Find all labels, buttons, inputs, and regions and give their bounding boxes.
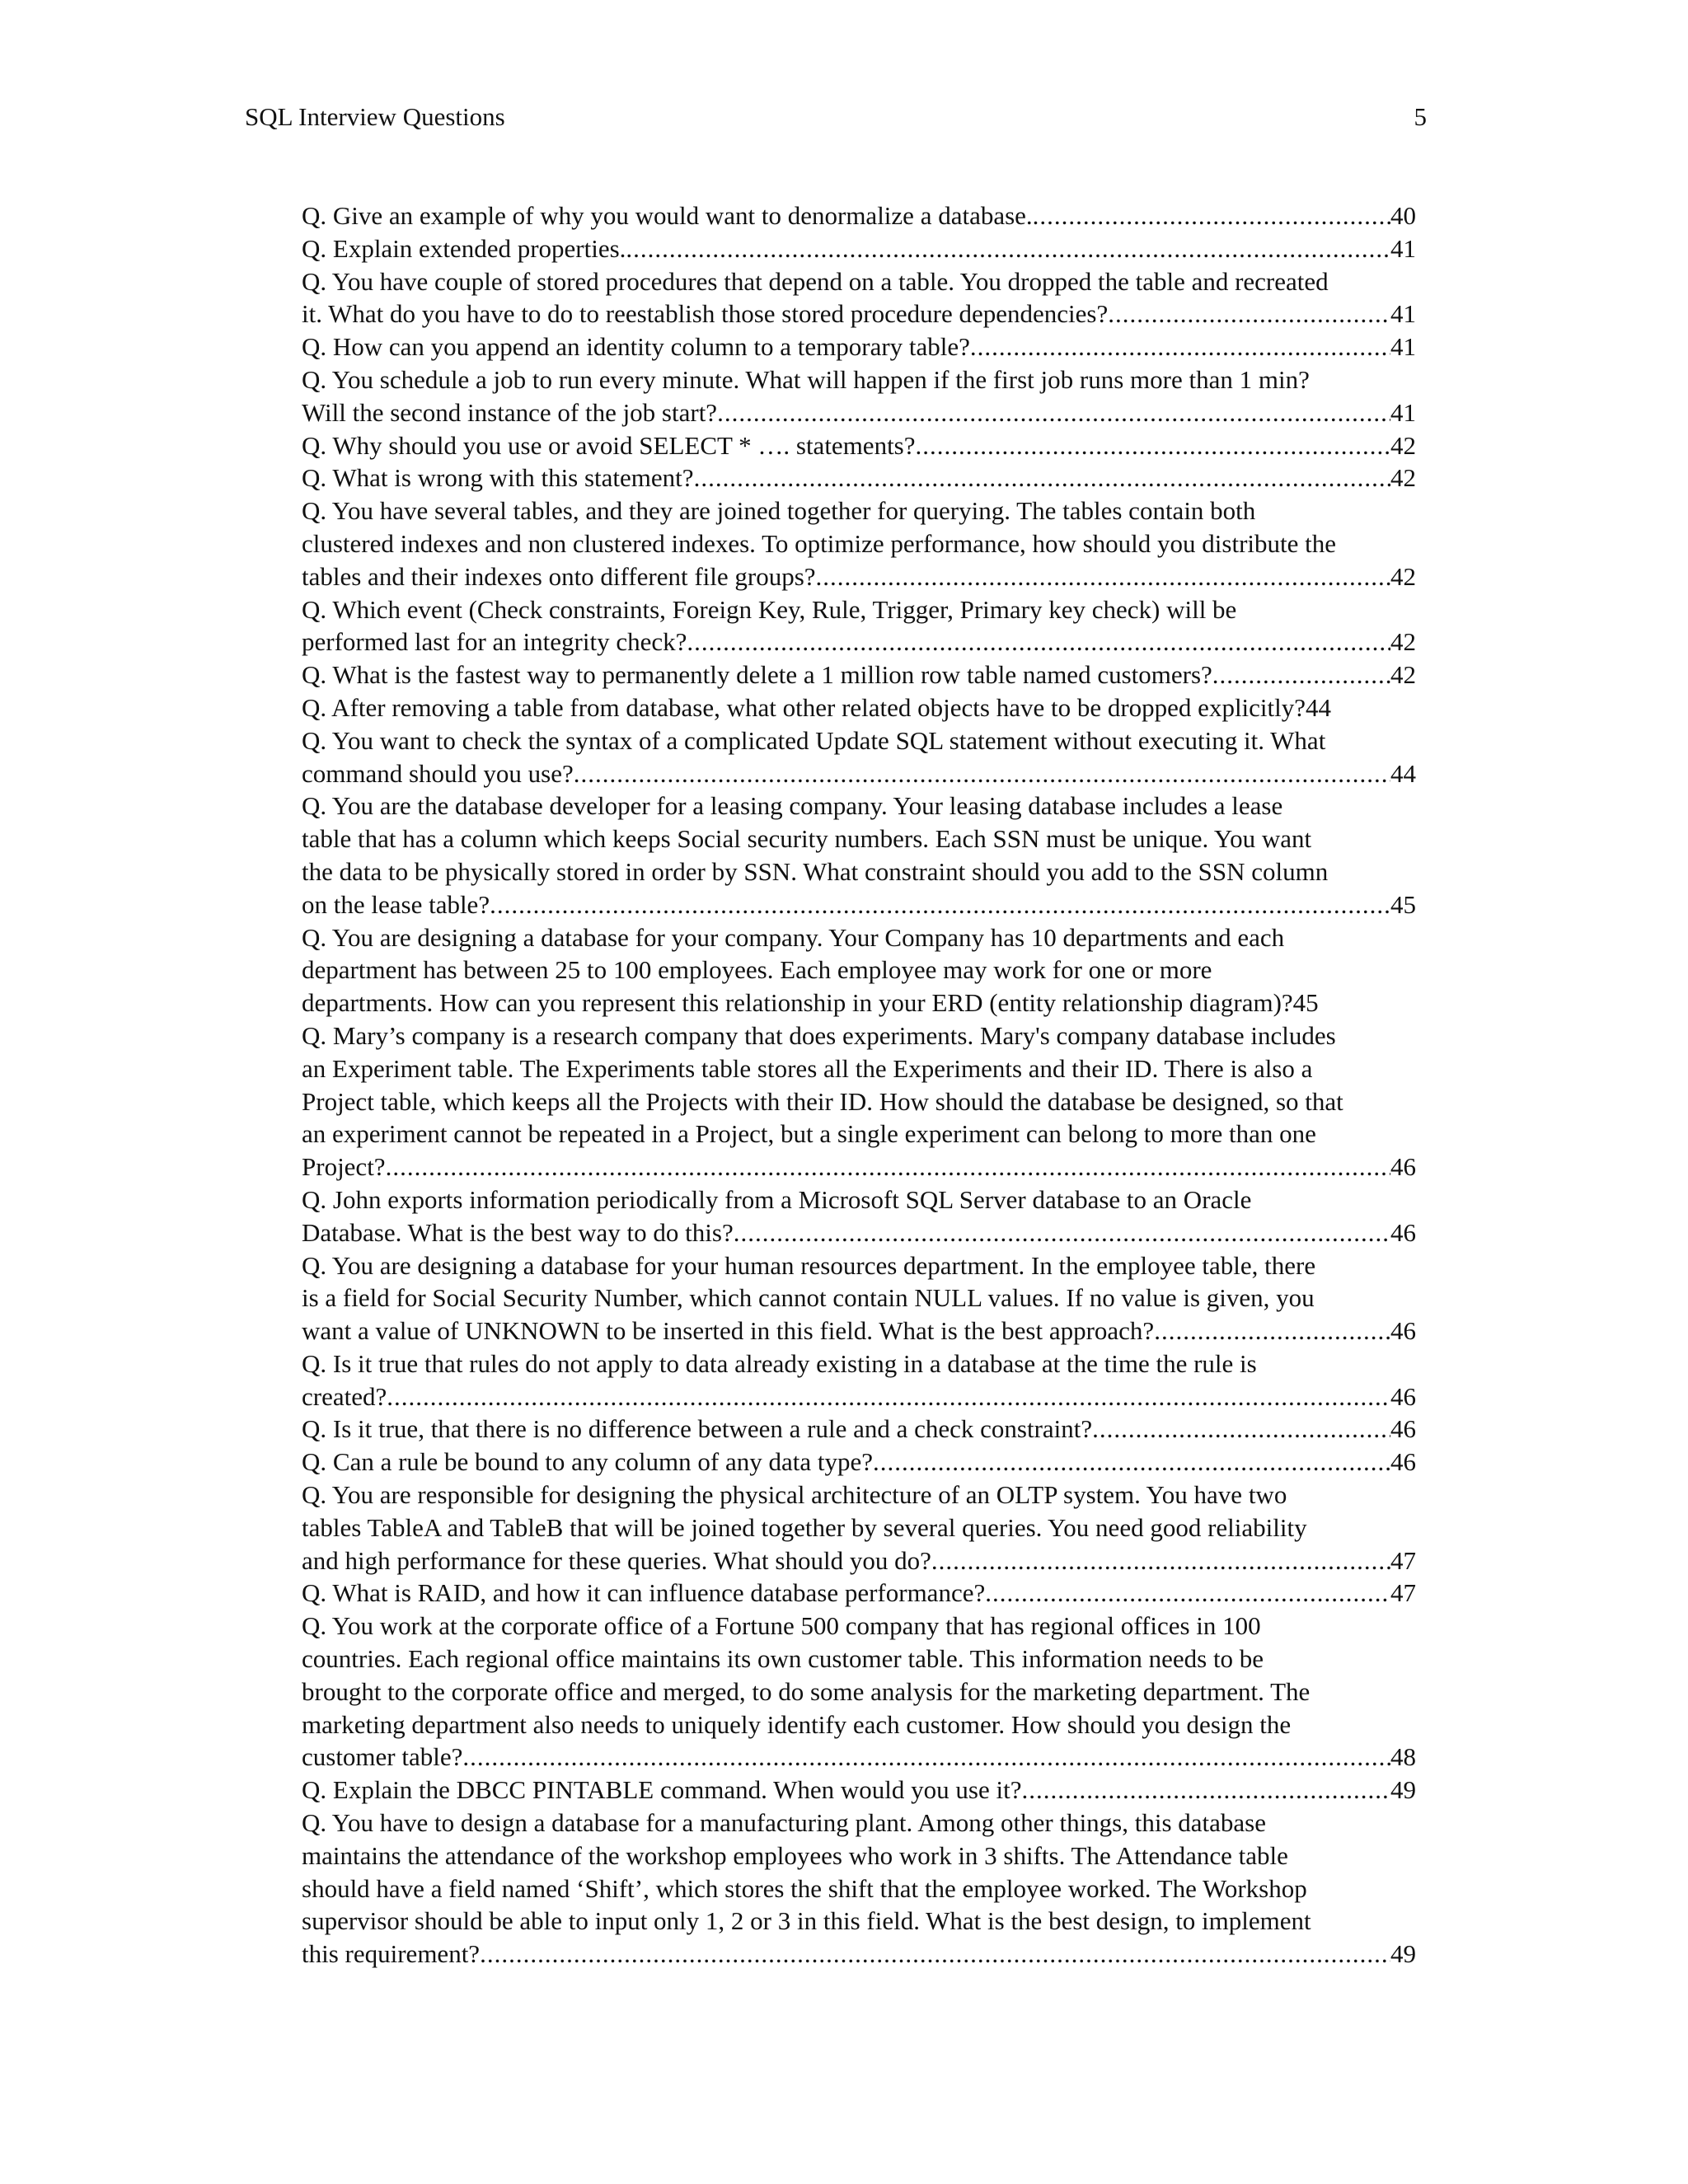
- dot-leader: [1021, 1774, 1390, 1807]
- dot-leader: [574, 757, 1390, 790]
- dot-leader: [490, 888, 1390, 921]
- toc-entry[interactable]: [302, 1019, 1416, 1183]
- toc-entry-line: [302, 823, 1416, 855]
- toc-entry[interactable]: [302, 658, 1416, 691]
- toc-entry-text: Q. You have several tables, and they are joined together for querying. The tables contain both: [302, 496, 1256, 526]
- toc-page-number: 49: [1390, 1775, 1416, 1805]
- toc-entry-text: countries. Each regional office maintains its own customer table. This information needs to be: [302, 1644, 1264, 1674]
- toc-entry-line: [302, 987, 1416, 1019]
- toc-entry[interactable]: [302, 691, 1416, 724]
- toc-entry-text: Q. Is it true, that there is no difference between a rule and a check constraint?: [302, 1414, 1093, 1444]
- toc-entry[interactable]: [302, 1413, 1416, 1446]
- toc-page-number: 46: [1390, 1381, 1416, 1411]
- toc-entry-line: [302, 1249, 1416, 1282]
- toc-entry-text: command should you use?: [302, 758, 574, 788]
- header-title: SQL Interview Questions: [245, 102, 505, 131]
- toc-entry-text: Q. Which event (Check constraints, Foreign Key, Rule, Trigger, Primary key check) will be: [302, 594, 1237, 624]
- dot-leader: [386, 1151, 1390, 1183]
- toc-entry-line: [302, 232, 1416, 265]
- toc-entry-text: Q. How can you append an identity column to a temporary table?: [302, 332, 970, 362]
- toc-entry-text: Q. Mary’s company is a research company that does experiments. Mary's company database includes: [302, 1020, 1336, 1050]
- toc-entry-line: [302, 527, 1416, 560]
- dot-leader: [916, 429, 1391, 462]
- toc-entry-line: [302, 1380, 1416, 1413]
- toc-entry[interactable]: [302, 1577, 1416, 1610]
- toc-entry-text: tables and their indexes onto different file groups?: [302, 561, 816, 591]
- toc-entry-line: [302, 1019, 1416, 1052]
- toc-entry-line: [302, 462, 1416, 494]
- toc-page-number: 42: [1390, 463, 1416, 493]
- toc-entry[interactable]: [302, 232, 1416, 265]
- toc-entry-line: [302, 363, 1416, 396]
- toc-entry-text: Q. You have to design a database for a manufacturing plant. Among other things, this database: [302, 1808, 1266, 1838]
- toc-entry-text: Q. Explain extended properties.: [302, 233, 626, 263]
- toc-entry-line: [302, 1675, 1416, 1708]
- toc-entry-text: and high performance for these queries. What should you do?: [302, 1545, 931, 1575]
- table-of-contents: [302, 199, 1416, 1971]
- toc-page-number: 41: [1390, 332, 1416, 362]
- toc-page-number: 46: [1390, 1217, 1416, 1247]
- toc-entry-line: [302, 790, 1416, 823]
- toc-entry-line: [302, 199, 1416, 232]
- toc-entry-text: Project table, which keeps all the Projects with their ID. How should the database be designed, so that: [302, 1086, 1343, 1116]
- toc-entry-text: Will the second instance of the job start?: [302, 397, 718, 427]
- running-header: [245, 97, 1427, 137]
- toc-entry[interactable]: [302, 790, 1416, 921]
- toc-entry-text: Q. You work at the corporate office of a Fortune 500 company that has regional offices in 100: [302, 1611, 1261, 1641]
- toc-entry-line: [302, 1216, 1416, 1249]
- toc-entry[interactable]: [302, 265, 1416, 331]
- toc-entry-line: [302, 1708, 1416, 1741]
- toc-entry-line: [302, 265, 1416, 298]
- toc-entry[interactable]: [302, 724, 1416, 790]
- toc-entry[interactable]: [302, 921, 1416, 1019]
- toc-entry-line: [302, 626, 1416, 658]
- toc-entry-text: Q. You are responsible for designing the physical architecture of an OLTP system. You have two: [302, 1480, 1287, 1510]
- dot-leader: [694, 462, 1390, 494]
- toc-entry-line: [302, 1610, 1416, 1643]
- toc-page-number: 41: [1390, 397, 1416, 427]
- toc-entry-text: supervisor should be able to input only 1, 2 or 3 in this field. What is the best design, to implement: [302, 1906, 1311, 1936]
- toc-entry-text: Q. Can a rule be bound to any column of any data type?: [302, 1447, 873, 1477]
- toc-entry-line: [302, 1052, 1416, 1085]
- toc-entry-line: [302, 954, 1416, 987]
- toc-entry[interactable]: [302, 1249, 1416, 1347]
- toc-entry-line: [302, 691, 1416, 724]
- dot-leader: [816, 560, 1390, 593]
- toc-entry-line: [302, 494, 1416, 527]
- dot-leader: [734, 1216, 1390, 1249]
- toc-page-number: 45: [1390, 889, 1416, 919]
- toc-entry-line: [302, 658, 1416, 691]
- toc-entry-text: Q. You schedule a job to run every minute. What will happen if the first job runs more than 1 min?: [302, 364, 1310, 394]
- toc-page-number: 40: [1390, 201, 1416, 230]
- toc-entry[interactable]: [302, 429, 1416, 462]
- toc-entry-text: Q. What is RAID, and how it can influence database performance?: [302, 1578, 986, 1608]
- dot-leader: [985, 1577, 1390, 1610]
- toc-entry-text: want a value of UNKNOWN to be inserted in this field. What is the best approach?: [302, 1316, 1155, 1346]
- toc-entry-line: [302, 1413, 1416, 1446]
- toc-entry-line: [302, 1479, 1416, 1511]
- toc-entry-line: [302, 1183, 1416, 1216]
- toc-entry-text: Q. Give an example of why you would want to denormalize a database.: [302, 201, 1033, 230]
- toc-entry-text: an Experiment table. The Experiments table stores all the Experiments and their ID. There is also a: [302, 1053, 1313, 1083]
- dot-leader: [1033, 199, 1390, 232]
- dot-leader: [626, 232, 1390, 265]
- dot-leader: [931, 1544, 1390, 1577]
- toc-entry-line: [302, 1446, 1416, 1479]
- toc-entry-text: Q. You want to check the syntax of a complicated Update SQL statement without executing it. What: [302, 725, 1326, 755]
- dot-leader: [873, 1446, 1390, 1479]
- toc-entry-text: is a field for Social Security Number, which cannot contain NULL values. If no value is given, you: [302, 1283, 1315, 1313]
- toc-page-number: 48: [1390, 1742, 1416, 1772]
- toc-entry-text: maintains the attendance of the workshop employees who work in 3 shifts. The Attendance table: [302, 1840, 1288, 1870]
- dot-leader: [1108, 298, 1390, 330]
- toc-entry-line: [302, 1118, 1416, 1151]
- dot-leader: [970, 330, 1390, 363]
- toc-entry-line: [302, 1511, 1416, 1544]
- toc-entry-text: customer table?: [302, 1742, 463, 1772]
- toc-page-number: 47: [1390, 1545, 1416, 1575]
- toc-entry-text: department has between 25 to 100 employees. Each employee may work for one or more: [302, 955, 1212, 985]
- toc-entry-line: [302, 1315, 1416, 1347]
- toc-entry-line: [302, 396, 1416, 429]
- toc-entry-text: departments. How can you represent this relationship in your ERD (entity relationship diagram)?: [302, 988, 1293, 1018]
- toc-page-number: 41: [1390, 299, 1416, 329]
- toc-entry-line: [302, 429, 1416, 462]
- toc-entry-text: this requirement?: [302, 1939, 481, 1969]
- toc-page-number: 49: [1390, 1939, 1416, 1969]
- toc-entry-line: [302, 855, 1416, 888]
- toc-entry-text: table that has a column which keeps Social security numbers. Each SSN must be unique. You want: [302, 824, 1312, 854]
- toc-entry-text: Q. What is the fastest way to permanently delete a 1 million row table named customers?: [302, 660, 1212, 690]
- toc-entry-text: Q. John exports information periodically from a Microsoft SQL Server database to an Oracle: [302, 1184, 1252, 1214]
- toc-entry[interactable]: [302, 1610, 1416, 1774]
- toc-entry-text: Q. You are the database developer for a leasing company. Your leasing database includes a lease: [302, 791, 1283, 821]
- toc-entry-text: Q. You are designing a database for your company. Your Company has 10 departments and each: [302, 922, 1285, 952]
- toc-page-number: 46: [1390, 1316, 1416, 1346]
- toc-entry[interactable]: [302, 1479, 1416, 1577]
- toc-entry-text: an experiment cannot be repeated in a Project, but a single experiment can belong to more than one: [302, 1119, 1316, 1149]
- toc-entry-line: [302, 1347, 1416, 1380]
- dot-leader: [387, 1380, 1390, 1413]
- toc-entry-line: [302, 1577, 1416, 1610]
- toc-page-number: 41: [1390, 233, 1416, 263]
- dot-leader: [1154, 1315, 1390, 1347]
- toc-entry[interactable]: [302, 1807, 1416, 1971]
- toc-entry-line: [302, 1643, 1416, 1675]
- toc-entry-text: on the lease table?: [302, 889, 490, 919]
- toc-page-number: 45: [1292, 988, 1319, 1018]
- toc-entry[interactable]: [302, 462, 1416, 494]
- toc-entry[interactable]: [302, 199, 1416, 232]
- toc-page-number: 44: [1390, 758, 1416, 788]
- header-page-number: 5: [1414, 102, 1427, 131]
- toc-entry[interactable]: [302, 494, 1416, 593]
- toc-entry-line: [302, 1938, 1416, 1971]
- dot-leader: [462, 1741, 1390, 1774]
- toc-entry-text: Project?: [302, 1152, 386, 1182]
- toc-entry[interactable]: [302, 1347, 1416, 1413]
- toc-entry-text: created?: [302, 1381, 387, 1411]
- toc-entry[interactable]: [302, 1774, 1416, 1807]
- toc-entry-line: [302, 757, 1416, 790]
- toc-entry[interactable]: [302, 363, 1416, 429]
- dot-leader: [480, 1938, 1390, 1971]
- toc-entry-line: [302, 1872, 1416, 1905]
- toc-page-number: 47: [1390, 1578, 1416, 1608]
- toc-page-number: 42: [1390, 627, 1416, 657]
- toc-entry-text: Q. Is it true that rules do not apply to data already existing in a database at the time the rule is: [302, 1348, 1257, 1378]
- toc-entry-text: marketing department also needs to uniquely identify each customer. How should you design the: [302, 1709, 1292, 1739]
- toc-page-number: 46: [1390, 1152, 1416, 1182]
- dot-leader: [687, 626, 1390, 658]
- dot-leader: [1212, 658, 1390, 691]
- toc-entry-text: Q. After removing a table from database, what other related objects have to be dropped explicitly?: [302, 692, 1306, 722]
- toc-entry-line: [302, 593, 1416, 626]
- dot-leader: [1092, 1413, 1390, 1446]
- toc-page-number: 46: [1390, 1414, 1416, 1444]
- toc-entry-text: the data to be physically stored in order by SSN. What constraint should you add to the SSN column: [302, 856, 1329, 886]
- toc-entry-line: [302, 1741, 1416, 1774]
- toc-page-number: 42: [1390, 660, 1416, 690]
- toc-page-number: 42: [1390, 561, 1416, 591]
- toc-entry[interactable]: [302, 330, 1416, 363]
- toc-entry-line: [302, 921, 1416, 954]
- toc-entry-line: [302, 888, 1416, 921]
- toc-entry[interactable]: [302, 1446, 1416, 1479]
- toc-page-number: 42: [1390, 430, 1416, 460]
- toc-entry-text: brought to the corporate office and merged, to do some analysis for the marketing department. The: [302, 1676, 1311, 1706]
- toc-entry-line: [302, 1085, 1416, 1118]
- toc-entry-line: [302, 330, 1416, 363]
- toc-entry-text: tables TableA and TableB that will be joined together by several queries. You need good reliability: [302, 1512, 1307, 1542]
- toc-entry-text: Q. You are designing a database for your human resources department. In the employee table, there: [302, 1250, 1316, 1280]
- toc-entry-text: it. What do you have to do to reestablish those stored procedure dependencies?: [302, 299, 1109, 329]
- toc-entry-line: [302, 1840, 1416, 1872]
- toc-entry-text: performed last for an integrity check?: [302, 627, 687, 657]
- toc-entry-text: should have a field named ‘Shift’, which stores the shift that the employee worked. The Workshop: [302, 1873, 1307, 1903]
- toc-entry-line: [302, 724, 1416, 757]
- toc-entry-line: [302, 560, 1416, 593]
- toc-entry-line: [302, 1905, 1416, 1938]
- toc-entry-text: Q. You have couple of stored procedures that depend on a table. You dropped the table and recreated: [302, 266, 1329, 296]
- toc-entry-text: Q. Why should you use or avoid SELECT * …. statements?: [302, 430, 916, 460]
- dot-leader: [717, 396, 1390, 429]
- toc-entry-line: [302, 1151, 1416, 1183]
- toc-entry-text: Q. What is wrong with this statement?: [302, 463, 694, 493]
- toc-page-number: 44: [1306, 692, 1332, 722]
- toc-entry-text: clustered indexes and non clustered indexes. To optimize performance, how should you distribute the: [302, 528, 1337, 558]
- toc-entry-line: [302, 298, 1416, 330]
- toc-entry[interactable]: [302, 593, 1416, 659]
- toc-entry-line: [302, 1774, 1416, 1807]
- toc-entry-text: Database. What is the best way to do this?: [302, 1217, 734, 1247]
- toc-entry-line: [302, 1807, 1416, 1840]
- toc-entry[interactable]: [302, 1183, 1416, 1249]
- toc-page-number: 46: [1390, 1447, 1416, 1477]
- toc-entry-line: [302, 1282, 1416, 1315]
- toc-entry-line: [302, 1544, 1416, 1577]
- toc-entry-text: Q. Explain the DBCC PINTABLE command. When would you use it?: [302, 1775, 1022, 1805]
